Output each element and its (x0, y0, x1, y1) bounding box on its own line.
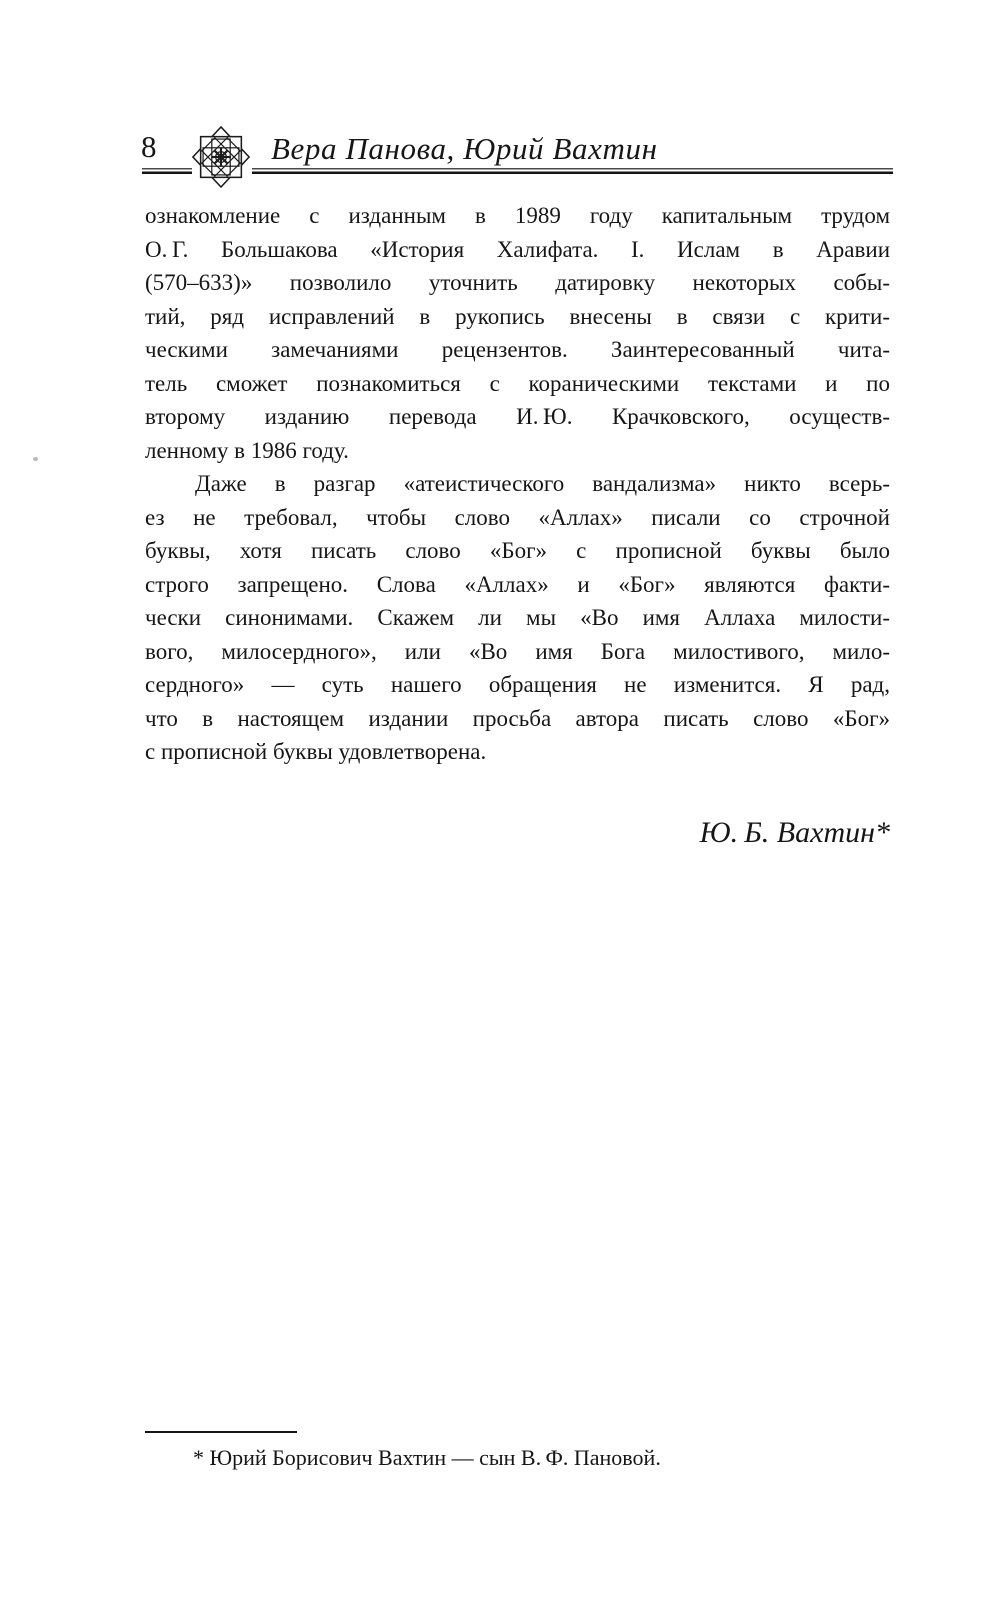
text-line: ез не требовал, чтобы слово «Аллах» писали со строчной (145, 504, 890, 530)
text-line: Даже в разгар «атеистического вандализма» никто всерь- (195, 471, 890, 496)
page-number: 8 (141, 129, 157, 164)
text-line: сердного» — суть нашего обращения не изменится. Я рад, (145, 672, 890, 697)
running-title: Вера Панова, Юрий Вахтин (271, 131, 658, 166)
author-signature: Ю. Б. Вахтин* (699, 816, 890, 849)
text-line: буквы, хотя писать слово «Бог» с прописной буквы было (145, 538, 890, 563)
body-text (145, 199, 890, 769)
header-rule-right (252, 168, 893, 174)
text-line: чески синонимами. Скажем ли мы «Во имя Аллаха милости- (145, 605, 890, 630)
eight-point-star-rosette-icon (190, 124, 252, 190)
footnote-text: * Юрий Борисович Вахтин — сын В. Ф. Пановой. (193, 1445, 661, 1470)
text-line: второму изданию перевода И. Ю. Крачковского, осуществ- (145, 404, 890, 429)
header-rule-left (142, 168, 192, 174)
text-line: тель сможет познакомиться с кораническими текстами и по (145, 370, 890, 396)
footnote-rule (145, 1431, 297, 1433)
text-line: ознакомление с изданным в 1989 году капитальным трудом (145, 203, 890, 228)
text-line: с прописной буквы удовлетворена. (145, 739, 487, 764)
text-line: вого, милосердного», или «Во имя Бога милостивого, мило- (145, 638, 890, 664)
text-line: О. Г. Большакова «История Халифата. I. Ислам в Аравии (145, 236, 890, 262)
scan-artifact (33, 457, 38, 461)
text-line: что в настоящем издании просьба автора писать слово «Бог» (145, 705, 890, 731)
text-line: ленному в 1986 году. (145, 437, 349, 463)
text-line: тий, ряд исправлений в рукопись внесены в связи с крити- (145, 303, 890, 329)
text-line: строго запрещено. Слова «Аллах» и «Бог» являются факти- (145, 571, 890, 597)
text-line: ческими замечаниями рецензентов. Заинтересованный чита- (145, 337, 890, 362)
text-line: (570–633)» позволило уточнить датировку некоторых собы- (145, 270, 890, 295)
